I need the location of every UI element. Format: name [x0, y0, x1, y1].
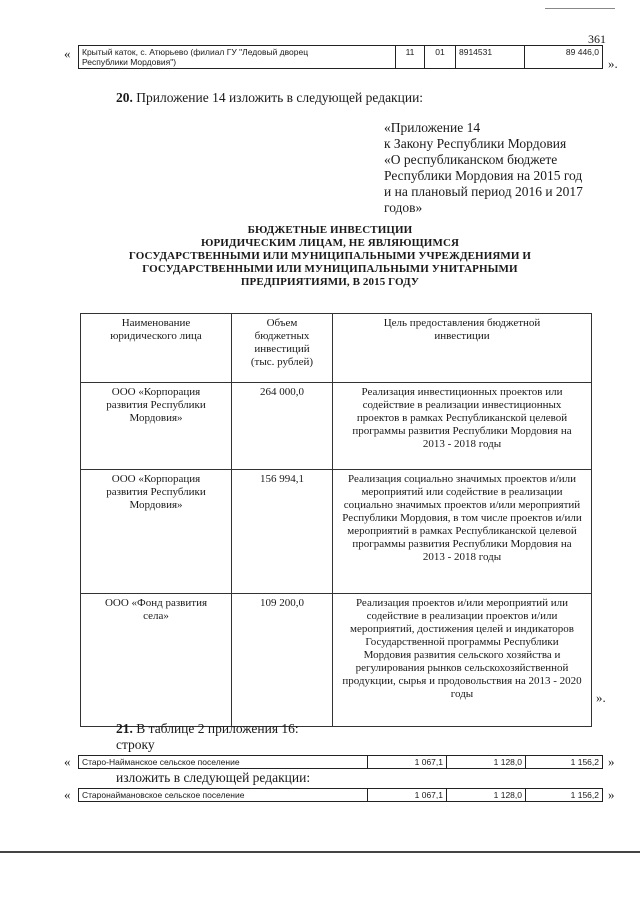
- row-name-text: ООО «Фонд развития села»: [104, 597, 208, 622]
- row-new-table: [78, 788, 603, 802]
- table-header-row: [81, 314, 592, 383]
- header-name: [81, 314, 232, 383]
- item-21-line3: изложить в следующей редакции:: [116, 770, 311, 785]
- top-divider: [545, 8, 615, 9]
- header-purpose: [333, 314, 592, 383]
- row-name-text: ООО «Корпорация развития Республики Мордовия»: [106, 386, 206, 424]
- appendix-ref-line: и на плановый период 2016 и 2017: [384, 184, 583, 199]
- value-3: 1 156,2: [526, 789, 603, 802]
- item-21-number: 21.: [116, 721, 133, 736]
- table-row: [81, 470, 592, 594]
- row-name: [81, 383, 232, 470]
- page-number: 361: [588, 32, 606, 46]
- appendix-ref-line: годов»: [384, 200, 423, 215]
- table-row: [79, 756, 603, 769]
- settlement-name: Старо-Найманское сельское поселение: [79, 756, 368, 769]
- bottom-divider: [0, 851, 640, 853]
- row-amount: 156 994,1: [232, 470, 333, 594]
- row-purpose-text: Реализация проектов и/или мероприятий или содействие в реализации проектов и/или мероприятий, достижения целей и индикаторов Государственной программы Республики Мордовия развития сельского хозяйства и регулирования рынков сельскохозяйственной продукции, сырья и продовольствия на 2013 - 2020 годы: [342, 597, 582, 700]
- value-1: 1 067,1: [368, 756, 447, 769]
- row-purpose-text: Реализация инвестиционных проектов или содействие в реализации инвестиционных проектов в рамках Республиканской целевой программы развития Республики Мордовия на 2013 - 2018 годы: [352, 386, 572, 450]
- appendix-reference: [384, 120, 634, 216]
- row-old-table: [78, 755, 603, 769]
- item-20-number: 20.: [116, 90, 133, 105]
- item-21: [116, 721, 299, 737]
- row-purpose: [333, 383, 592, 470]
- quote-close-dot: ».: [608, 56, 618, 71]
- row-amount: 264 000,0: [232, 383, 333, 470]
- value-2: 1 128,0: [447, 789, 526, 802]
- value-2: 1 128,0: [447, 756, 526, 769]
- code-col-1: 11: [396, 46, 425, 69]
- code-col-3: 8914531: [456, 46, 525, 69]
- quote-open: «: [64, 46, 71, 61]
- row-name: [81, 594, 232, 727]
- table-row: [81, 383, 592, 470]
- facility-name: [79, 46, 396, 69]
- title-line: БЮДЖЕТНЫЕ ИНВЕСТИЦИИ: [247, 224, 413, 236]
- top-row-table: [78, 45, 603, 69]
- value-1: 1 067,1: [368, 789, 447, 802]
- item-21-line2: строку: [116, 737, 155, 752]
- row-purpose: [333, 470, 592, 594]
- amount-cell: 89 446,0: [525, 46, 603, 69]
- table-row: [79, 46, 603, 69]
- facility-name-line2: Республики Мордовия"): [82, 57, 177, 67]
- header-name-text: Наименование юридического лица: [110, 317, 202, 342]
- document-title: [90, 224, 570, 289]
- item-20-text: Приложение 14 изложить в следующей редакции:: [132, 90, 424, 105]
- settlement-name: Старонаймановское сельское поселение: [79, 789, 368, 802]
- item-20: [116, 90, 423, 106]
- quote-close: »: [608, 787, 615, 802]
- row-name: [81, 470, 232, 594]
- appendix-ref-line: «Приложение 14: [384, 120, 481, 135]
- appendix-ref-line: Республики Мордовия на 2015 год: [384, 168, 583, 183]
- item-21-text: В таблице 2 приложения 16:: [132, 721, 299, 736]
- header-amount: [232, 314, 333, 383]
- facility-name-line1: Крытый каток, с. Атюрьево (филиал ГУ "Ледовый дворец: [82, 47, 309, 57]
- row-purpose: [333, 594, 592, 727]
- title-line: ГОСУДАРСТВЕННЫМИ ИЛИ МУНИЦИПАЛЬНЫМИ УНИТАРНЫМИ: [142, 263, 518, 275]
- appendix-ref-line: «О республиканском бюджете: [384, 152, 558, 167]
- row-purpose-text: Реализация социально значимых проектов и/или мероприятий или содействие в реализации социально значимых проектов и/или мероприятий Республики Мордовия, в том числе проектов и/или мероприятий в рамках Республиканской целевой программы развития Республики Мордовия на 2013 - 2018 годы: [342, 473, 582, 563]
- table-row: [79, 789, 603, 802]
- header-amount-text: Объем бюджетных инвестиций (тыс. рублей): [250, 317, 314, 368]
- row-name-text: ООО «Корпорация развития Республики Мордовия»: [106, 473, 206, 511]
- header-purpose-text: Цель предоставления бюджетной инвестиции: [383, 317, 541, 342]
- quote-close-dot: ».: [596, 690, 606, 705]
- investments-table: [80, 313, 592, 727]
- quote-open: «: [64, 754, 71, 769]
- quote-close: »: [608, 754, 615, 769]
- code-col-2: 01: [425, 46, 456, 69]
- value-3: 1 156,2: [526, 756, 603, 769]
- title-line: ПРЕДПРИЯТИЯМИ, В 2015 ГОДУ: [240, 276, 420, 288]
- table-row: [81, 594, 592, 727]
- appendix-ref-line: к Закону Республики Мордовия: [384, 136, 567, 151]
- title-line: ЮРИДИЧЕСКИМ ЛИЦАМ, НЕ ЯВЛЯЮЩИМСЯ: [200, 237, 460, 249]
- title-line: ГОСУДАРСТВЕННЫМИ ИЛИ МУНИЦИПАЛЬНЫМИ УЧРЕЖДЕНИЯМИ И: [128, 250, 532, 262]
- row-amount: 109 200,0: [232, 594, 333, 727]
- quote-open: «: [64, 787, 71, 802]
